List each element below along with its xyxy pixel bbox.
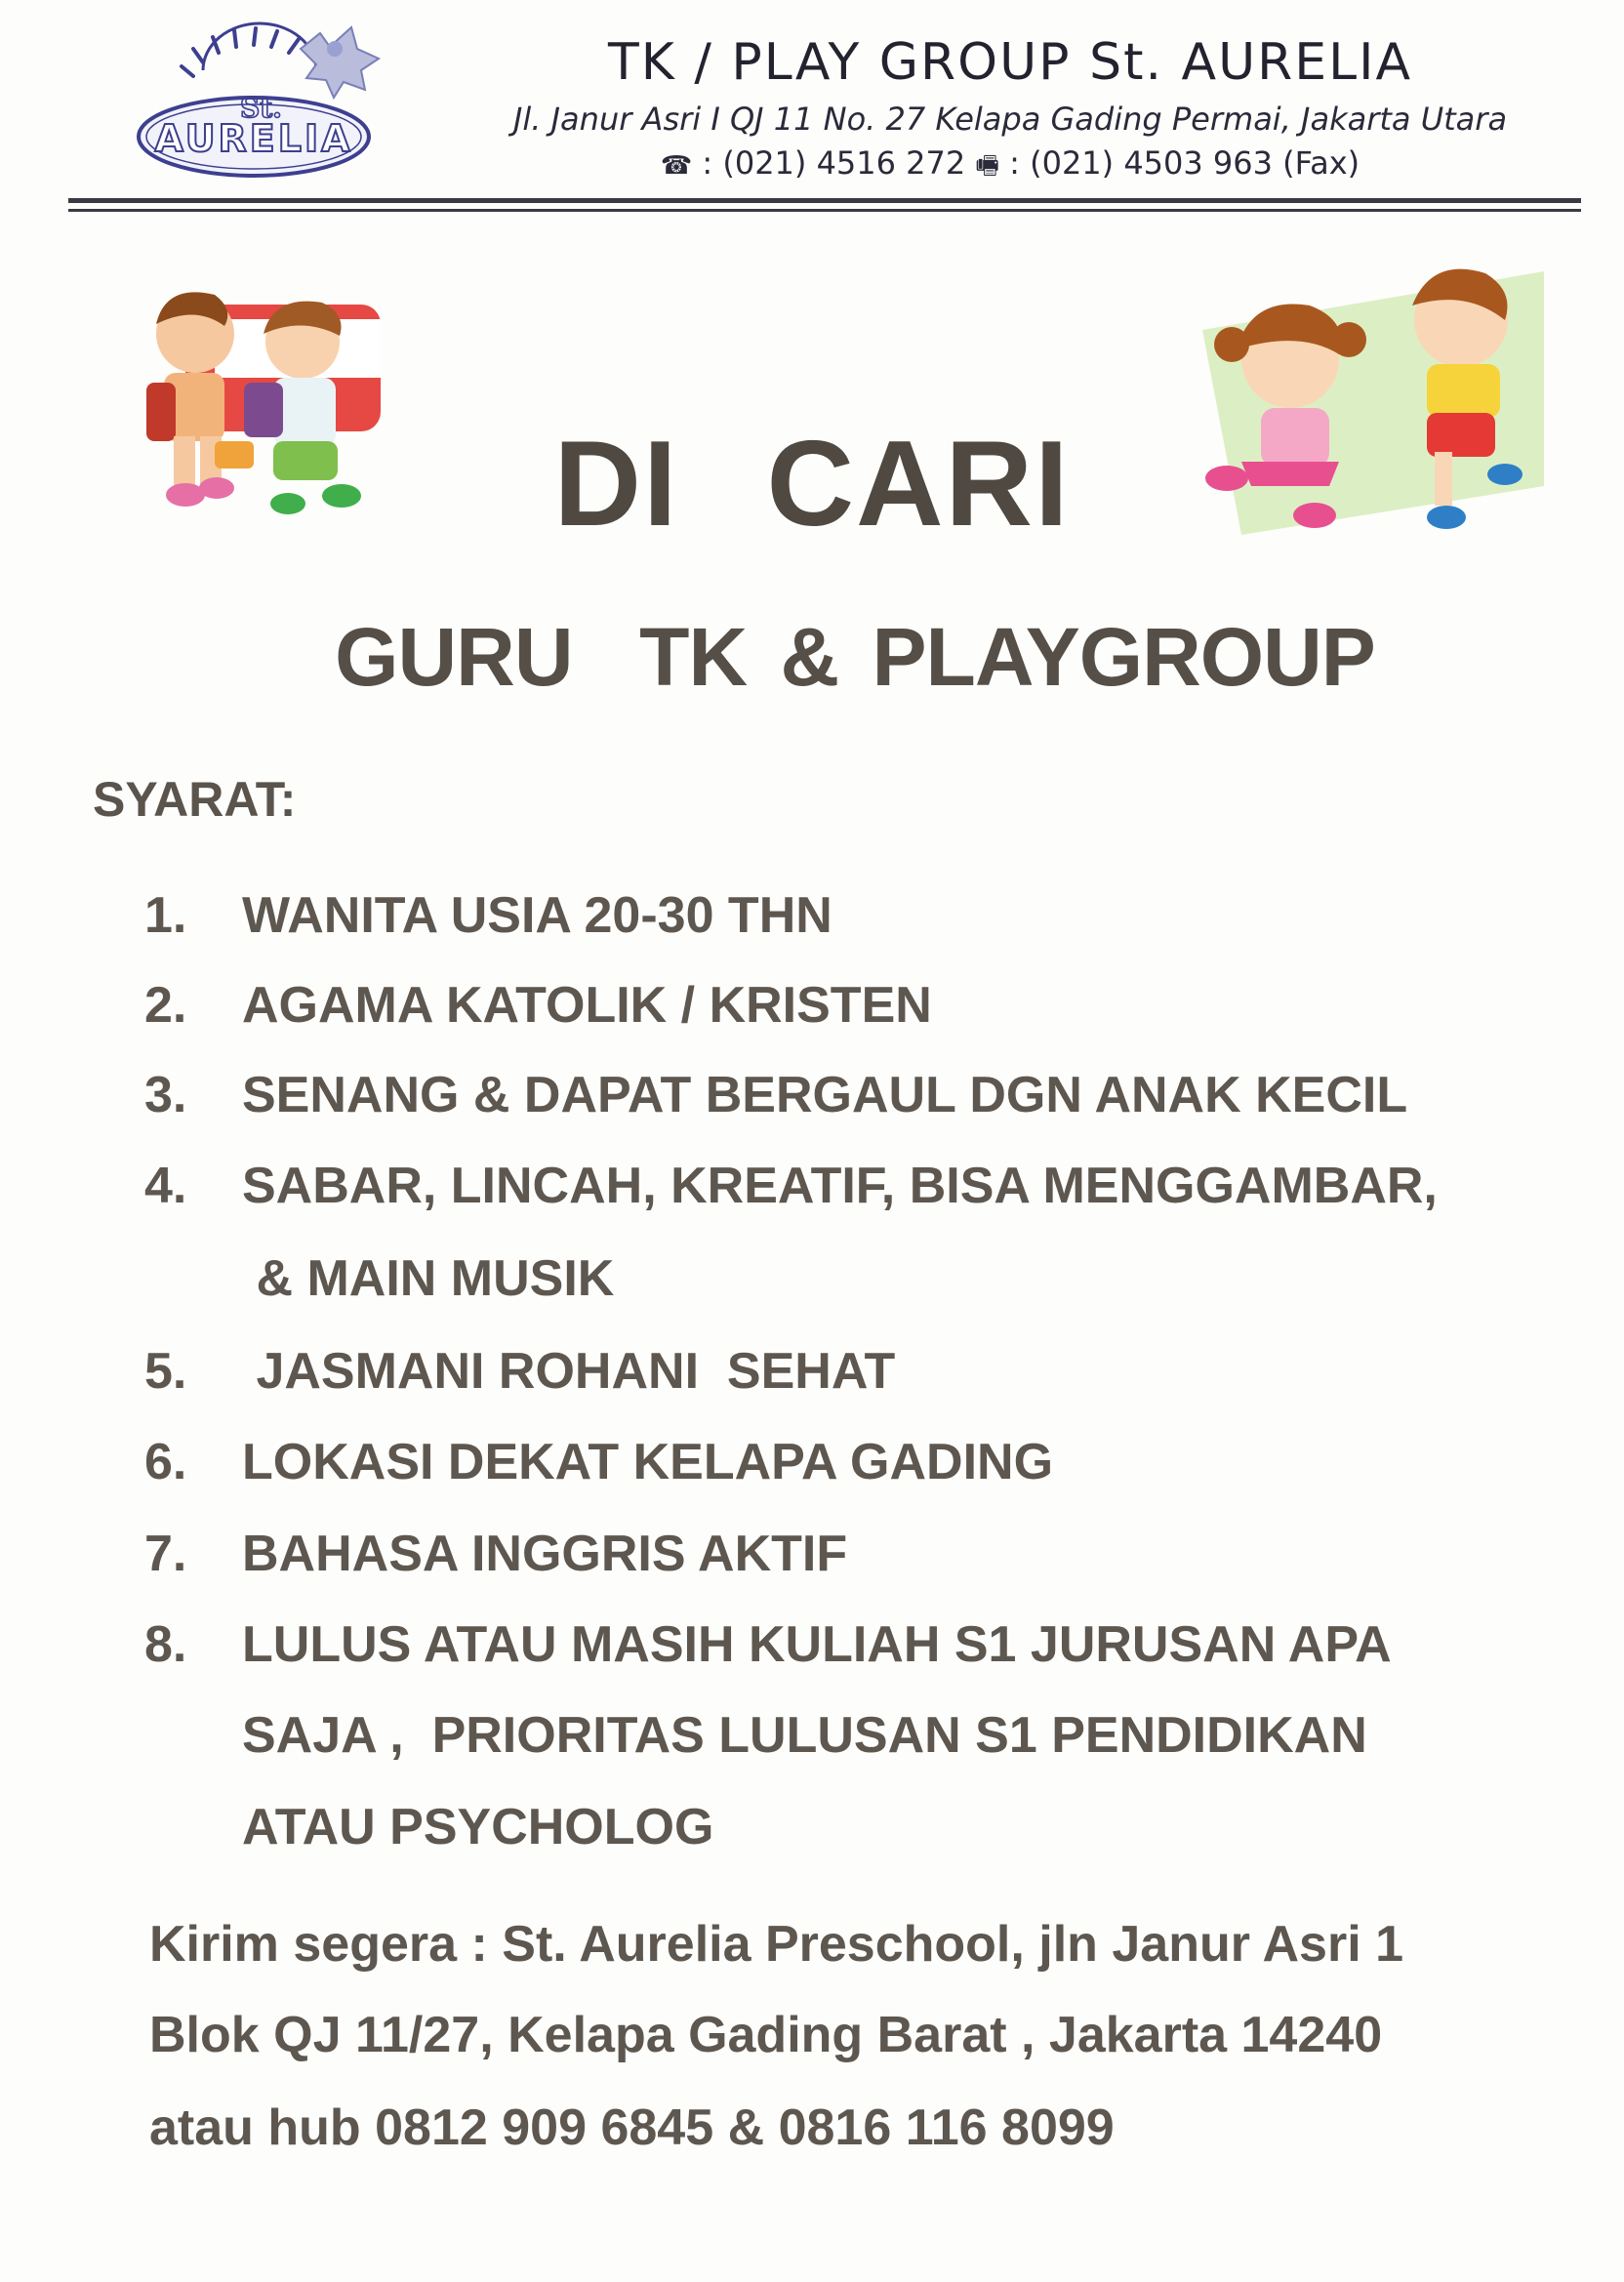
requirement-text: LOKASI DEKAT KELAPA GADING xyxy=(242,1434,1054,1490)
logo-text-top: St. xyxy=(240,92,282,124)
letterhead-divider-thin xyxy=(68,209,1581,212)
contact-line: Kirim segera : St. Aurelia Preschool, jln Janur Asri 1 xyxy=(149,1916,1404,1973)
requirement-text: SAJA , PRIORITAS LULUSAN S1 PENDIDIKAN xyxy=(242,1707,1367,1764)
requirement-number: 7. xyxy=(144,1526,187,1582)
headline xyxy=(0,415,1624,553)
requirements-heading: SYARAT: xyxy=(93,772,297,827)
school-logo xyxy=(135,20,390,183)
school-address: Jl. Janur Asri I QJ 11 No. 27 Kelapa Gading Permai, Jakarta Utara xyxy=(512,101,1508,138)
requirement-number: 5. xyxy=(144,1343,187,1400)
fax-number: : (021) 4503 963 (Fax) xyxy=(1009,144,1360,182)
requirement-text: ATAU PSYCHOLOG xyxy=(242,1799,714,1855)
headline-word-1: DI xyxy=(553,417,679,551)
requirement-text: LULUS ATAU MASIH KULIAH S1 JURUSAN APA xyxy=(242,1616,1392,1673)
requirement-text: WANITA USIA 20-30 THN xyxy=(242,887,832,944)
headline-word-2: CARI xyxy=(766,417,1071,551)
phone-number: : (021) 4516 272 xyxy=(702,144,966,182)
requirement-text: SENANG & DAPAT BERGAUL DGN ANAK KECIL xyxy=(242,1067,1408,1123)
school-name: TK / PLAY GROUP St. AURELIA xyxy=(607,33,1413,92)
telephone-icon: ☎ xyxy=(660,151,693,181)
requirement-number: 4. xyxy=(144,1158,187,1214)
requirement-text: SABAR, LINCAH, KREATIF, BISA MENGGAMBAR, xyxy=(242,1158,1438,1214)
requirement-number: 3. xyxy=(144,1067,187,1123)
requirement-text: BAHASA INGGRIS AKTIF xyxy=(242,1526,848,1582)
subheadline: GURU TK & PLAYGROUP xyxy=(335,611,1375,703)
requirement-number: 6. xyxy=(144,1434,187,1490)
letterhead-divider xyxy=(68,198,1581,203)
contact-line: Blok QJ 11/27, Kelapa Gading Barat , Jakarta 14240 xyxy=(149,2007,1383,2063)
requirement-number: 8. xyxy=(144,1616,187,1673)
requirement-number: 1. xyxy=(144,887,187,944)
logo-text: AURELIA xyxy=(154,117,353,160)
school-contact xyxy=(395,144,1624,190)
fax-icon: 🖷 xyxy=(975,151,999,181)
requirement-text: AGAMA KATOLIK / KRISTEN xyxy=(242,977,932,1034)
requirement-text: JASMANI ROHANI SEHAT xyxy=(242,1343,896,1400)
requirement-number: 2. xyxy=(144,977,187,1034)
requirement-text: & MAIN MUSIK xyxy=(242,1250,615,1307)
contact-line: atau hub 0812 909 6845 & 0816 116 8099 xyxy=(149,2099,1115,2156)
